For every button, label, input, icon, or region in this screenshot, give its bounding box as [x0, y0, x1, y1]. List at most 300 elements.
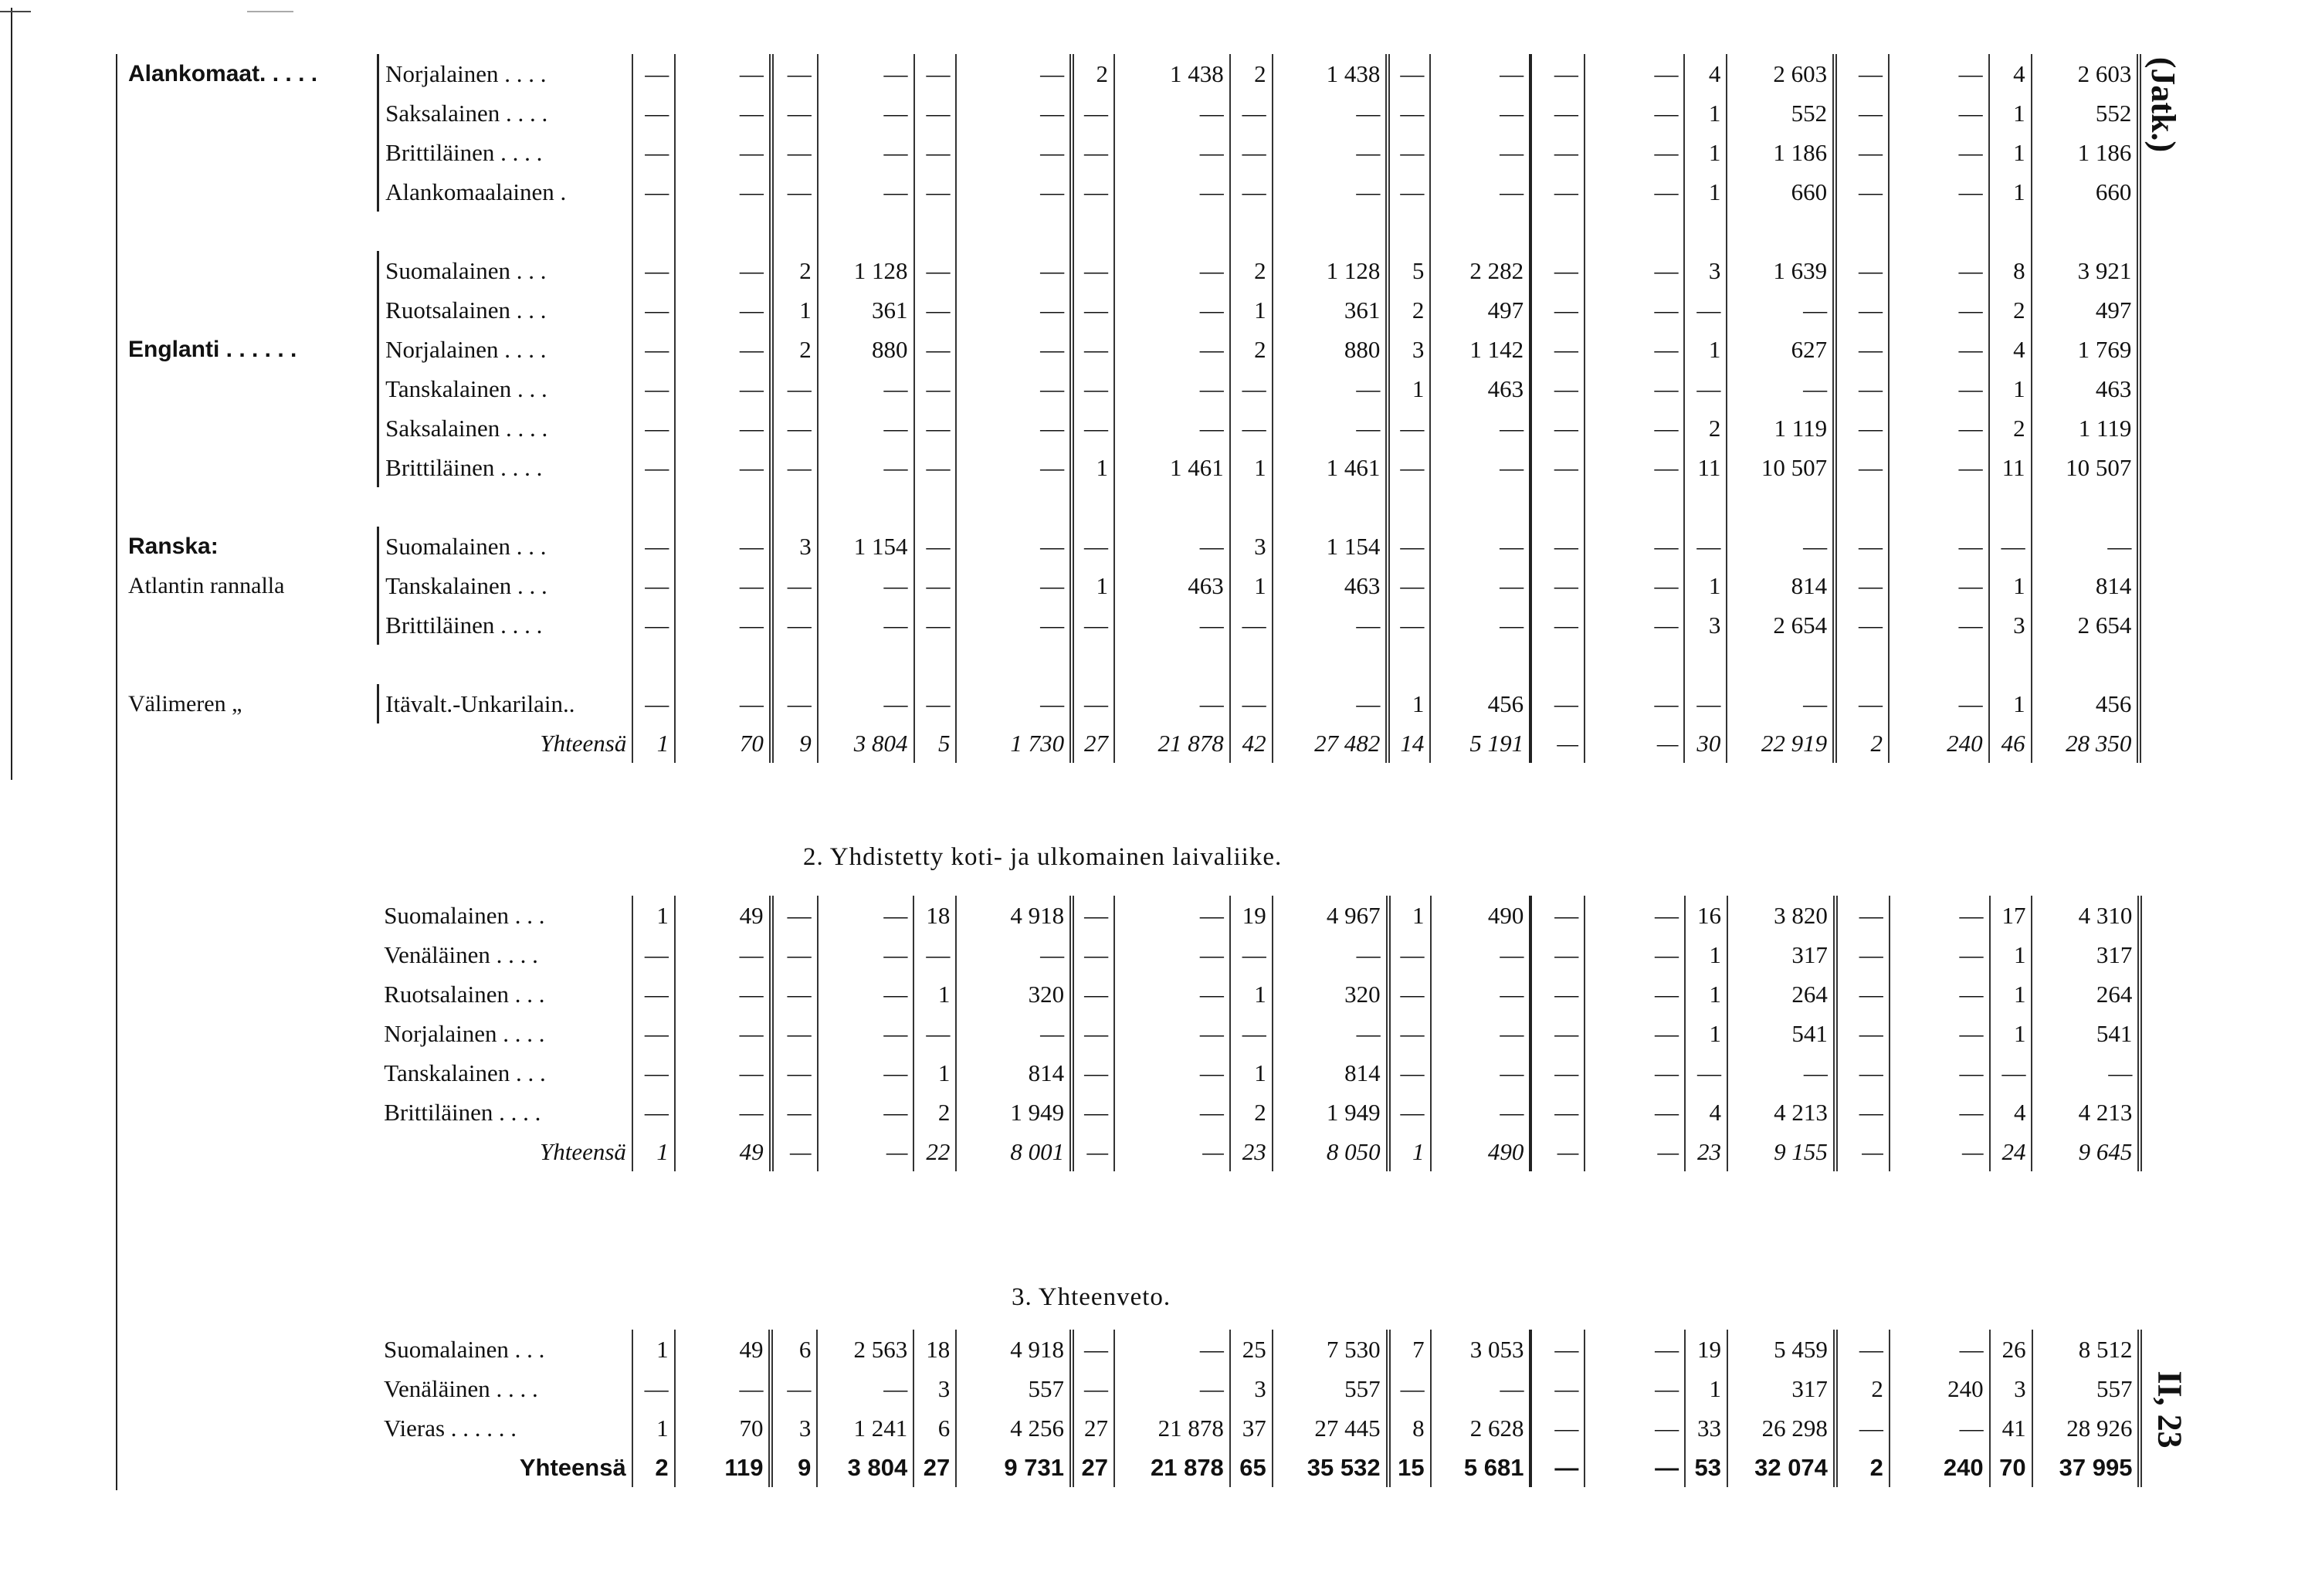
cell-tonnage: 880: [1273, 330, 1388, 369]
cell-count: —: [1072, 684, 1114, 723]
cell-count: —: [1835, 251, 1889, 290]
cell-count: —: [1530, 1330, 1585, 1369]
cell-tonnage: —: [1585, 1369, 1685, 1408]
cell-tonnage: 9 645: [2032, 1132, 2140, 1171]
cell-tonnage: 240: [1889, 723, 1989, 763]
cell-tonnage: —: [1890, 1093, 1990, 1132]
total-row: [124, 723, 2297, 763]
cell-count: 1: [1990, 1014, 2032, 1053]
cell-tonnage: —: [1889, 93, 1989, 133]
row-flag-label: Yhteensä: [378, 1132, 632, 1171]
cell-tonnage: 28 926: [2032, 1408, 2140, 1448]
cell-tonnage: —: [1585, 896, 1685, 935]
row-category: [124, 487, 378, 527]
cell-count: —: [1835, 1330, 1890, 1369]
cell-count: 5: [1388, 251, 1430, 290]
cell-count: 46: [1989, 723, 2032, 763]
cell-tonnage: —: [675, 566, 771, 605]
cell-count: —: [1230, 93, 1273, 133]
row-flag-label: Itävalt.-Unkarilain..: [378, 684, 633, 723]
cell-count: —: [1530, 723, 1585, 763]
cell-count: —: [1835, 448, 1889, 487]
cell-count: —: [632, 1369, 675, 1408]
cell-count: [1684, 487, 1727, 527]
table-row: [124, 1330, 2298, 1369]
cell-tonnage: —: [1585, 605, 1685, 645]
cell-tonnage: 1 461: [1114, 448, 1230, 487]
row-category: [124, 1053, 378, 1093]
cell-count: —: [1530, 684, 1585, 723]
cell-count: 2: [1684, 408, 1727, 448]
cell-tonnage: 880: [818, 330, 914, 369]
cell-tonnage: —: [956, 330, 1072, 369]
cell-tonnage: 660: [2032, 172, 2140, 212]
row-category: Englanti . . . . . .: [128, 337, 297, 362]
cell-count: —: [771, 974, 818, 1014]
cell-count: [1230, 487, 1273, 527]
cell-tonnage: —: [1273, 684, 1388, 723]
cell-count: 1: [1685, 1014, 1727, 1053]
cell-tonnage: 21 878: [1114, 1448, 1230, 1487]
cell-tonnage: 552: [1727, 93, 1835, 133]
cell-count: —: [1530, 935, 1585, 974]
cell-count: [1388, 487, 1430, 527]
cell-count: 1: [632, 723, 675, 763]
cell-tonnage: —: [1585, 448, 1685, 487]
cell-tonnage: 2 563: [817, 1330, 913, 1369]
cell-count: —: [1230, 369, 1273, 408]
cell-count: —: [1230, 935, 1273, 974]
cell-count: —: [1989, 527, 2032, 566]
cell-tonnage: [818, 645, 914, 684]
cell-tonnage: —: [675, 605, 771, 645]
cell-count: —: [1530, 1408, 1585, 1448]
cell-count: 18: [913, 896, 956, 935]
cell-count: 2: [1230, 1093, 1273, 1132]
cell-tonnage: —: [2032, 1053, 2140, 1093]
cell-tonnage: 1 186: [1727, 133, 1835, 172]
cell-count: 2: [1230, 251, 1273, 290]
cell-tonnage: —: [675, 330, 771, 369]
cell-tonnage: 49: [675, 896, 771, 935]
cell-tonnage: —: [1727, 684, 1835, 723]
row-flag-label: Saksalainen . . . .: [378, 93, 633, 133]
cell-count: —: [632, 1053, 675, 1093]
cell-count: 1: [1684, 133, 1727, 172]
cell-count: 11: [1989, 448, 2032, 487]
cell-count: [771, 487, 818, 527]
row-category: [124, 290, 378, 330]
cell-count: —: [1072, 1014, 1114, 1053]
cell-tonnage: 1 639: [1727, 251, 1835, 290]
cell-count: —: [1230, 1014, 1273, 1053]
cell-tonnage: —: [956, 408, 1072, 448]
cell-count: 26: [1990, 1330, 2032, 1369]
cell-count: —: [632, 527, 675, 566]
table-row: [124, 1369, 2298, 1408]
table-summary: [124, 1330, 2298, 1487]
cell-tonnage: 4 213: [1727, 1093, 1835, 1132]
cell-tonnage: [675, 487, 771, 527]
section-3-title: 3. Yhteenveto.: [1012, 1283, 1171, 1311]
row-flag-label: Ruotsalainen . . .: [378, 974, 632, 1014]
cell-count: —: [1530, 330, 1585, 369]
cell-tonnage: —: [1114, 605, 1230, 645]
row-flag-label: Yhteensä: [378, 723, 633, 763]
cell-count: —: [1072, 974, 1114, 1014]
cell-tonnage: 9 731: [956, 1448, 1072, 1487]
cell-tonnage: —: [675, 133, 771, 172]
cell-count: —: [771, 172, 818, 212]
cell-count: —: [632, 1014, 675, 1053]
cell-count: 3: [1230, 1369, 1273, 1408]
table-row: [124, 54, 2297, 93]
table-row: [124, 330, 2297, 369]
cell-tonnage: 7 530: [1273, 1330, 1388, 1369]
cell-count: —: [1388, 974, 1431, 1014]
cell-tonnage: —: [956, 605, 1072, 645]
cell-count: 1: [1990, 974, 2032, 1014]
table-row: [124, 566, 2297, 605]
cell-tonnage: —: [1273, 93, 1388, 133]
cell-tonnage: 32 074: [1727, 1448, 1835, 1487]
cell-count: 1: [1989, 566, 2032, 605]
cell-count: —: [1072, 133, 1114, 172]
section-3: [124, 1330, 2298, 1487]
cell-count: 18: [913, 1330, 956, 1369]
row-category: [124, 1330, 378, 1369]
cell-tonnage: 8 050: [1273, 1132, 1388, 1171]
cell-count: —: [1072, 605, 1114, 645]
cell-count: —: [1388, 935, 1431, 974]
cell-tonnage: —: [956, 93, 1072, 133]
cell-count: 2: [632, 1448, 675, 1487]
row-category: [124, 935, 378, 974]
cell-count: 4: [1685, 1093, 1727, 1132]
cell-count: —: [1530, 1093, 1585, 1132]
cell-tonnage: 1 438: [1114, 54, 1230, 93]
cell-tonnage: —: [675, 172, 771, 212]
cell-count: —: [632, 684, 675, 723]
cell-tonnage: —: [1585, 93, 1685, 133]
total-row: [124, 1448, 2298, 1487]
cell-tonnage: [1585, 487, 1685, 527]
cell-count: [1989, 212, 2032, 251]
cell-tonnage: 463: [2032, 369, 2140, 408]
cell-tonnage: [1889, 212, 1989, 251]
cell-count: 1: [632, 1330, 675, 1369]
cell-tonnage: —: [1114, 133, 1230, 172]
cell-tonnage: —: [1890, 1014, 1990, 1053]
section-2-title: 2. Yhdistetty koti- ja ulkomainen laivaliike.: [803, 843, 1283, 871]
cell-count: —: [1835, 133, 1889, 172]
cell-count: [1388, 645, 1430, 684]
cell-count: 23: [1230, 1132, 1273, 1171]
cell-tonnage: —: [817, 1369, 913, 1408]
cell-tonnage: 10 507: [1727, 448, 1835, 487]
cell-count: 16: [1685, 896, 1727, 935]
cell-tonnage: —: [1585, 1408, 1685, 1448]
cell-tonnage: —: [1585, 1330, 1685, 1369]
row-category: [124, 172, 378, 212]
row-flag-label: [378, 645, 633, 684]
cell-tonnage: 21 878: [1114, 723, 1230, 763]
cell-count: 30: [1684, 723, 1727, 763]
table-row: [124, 448, 2297, 487]
table-row: [124, 1408, 2298, 1448]
cell-tonnage: 1 186: [2032, 133, 2140, 172]
cell-count: —: [913, 1014, 956, 1053]
cell-count: —: [632, 330, 675, 369]
cell-count: [1230, 212, 1273, 251]
cell-tonnage: [1114, 212, 1230, 251]
cell-count: —: [1530, 251, 1585, 290]
side-label-bottom: II, 23: [2151, 1371, 2189, 1449]
cell-tonnage: —: [818, 684, 914, 723]
cell-count: —: [914, 527, 957, 566]
cell-count: 11: [1684, 448, 1727, 487]
cell-tonnage: 814: [2032, 566, 2140, 605]
cell-count: —: [1835, 527, 1889, 566]
cell-tonnage: 1 241: [817, 1408, 913, 1448]
cell-tonnage: 557: [2032, 1369, 2140, 1408]
cell-count: 1: [632, 896, 675, 935]
table-row: [124, 1093, 2298, 1132]
cell-count: —: [1388, 1014, 1431, 1053]
cell-count: [1989, 487, 2032, 527]
row-category: [124, 645, 378, 684]
cell-count: —: [632, 133, 675, 172]
cell-count: —: [914, 93, 957, 133]
cell-tonnage: —: [1430, 133, 1530, 172]
cell-tonnage: 21 878: [1114, 1408, 1230, 1448]
cell-count: 1: [1989, 93, 2032, 133]
cell-tonnage: 320: [956, 974, 1072, 1014]
row-category: [124, 605, 378, 645]
cell-tonnage: [1273, 645, 1388, 684]
cell-count: 19: [1230, 896, 1273, 935]
cell-tonnage: —: [1889, 172, 1989, 212]
cell-tonnage: —: [1890, 896, 1990, 935]
cell-count: 1: [1684, 566, 1727, 605]
cell-tonnage: 5 459: [1727, 1330, 1835, 1369]
table-row: [124, 133, 2297, 172]
cell-tonnage: 3 820: [1727, 896, 1835, 935]
row-flag-label: Norjalainen . . . .: [378, 330, 633, 369]
cell-count: 17: [1990, 896, 2032, 935]
cell-tonnage: —: [1430, 54, 1530, 93]
cell-tonnage: 8 001: [956, 1132, 1072, 1171]
cell-count: 7: [1388, 1330, 1431, 1369]
cell-tonnage: —: [956, 448, 1072, 487]
cell-tonnage: 2 603: [2032, 54, 2140, 93]
cell-tonnage: —: [1114, 1132, 1230, 1171]
cell-tonnage: 497: [1430, 290, 1530, 330]
cell-count: —: [1388, 1093, 1431, 1132]
table-row: [124, 974, 2298, 1014]
row-category: [124, 251, 378, 290]
cell-tonnage: —: [1727, 290, 1835, 330]
cell-tonnage: —: [956, 133, 1072, 172]
cell-tonnage: [1585, 212, 1685, 251]
cell-tonnage: —: [956, 172, 1072, 212]
cell-count: 1: [1230, 290, 1273, 330]
cell-tonnage: —: [1430, 448, 1530, 487]
row-category: [124, 1369, 378, 1408]
cell-count: 42: [1230, 723, 1273, 763]
cell-count: [1684, 645, 1727, 684]
cell-count: 1: [1989, 172, 2032, 212]
section-1: [124, 54, 2298, 763]
cell-count: —: [771, 93, 818, 133]
cell-count: 4: [1989, 330, 2032, 369]
row-flag-label: Tanskalainen . . .: [378, 369, 633, 408]
cell-count: 1: [1230, 1053, 1273, 1093]
cell-tonnage: —: [1585, 723, 1685, 763]
cell-tonnage: —: [818, 974, 914, 1014]
cell-tonnage: —: [1430, 93, 1530, 133]
table-row: [124, 527, 2297, 566]
cell-count: —: [1388, 408, 1430, 448]
cell-tonnage: —: [1114, 974, 1230, 1014]
cell-count: —: [913, 935, 956, 974]
cell-count: —: [1388, 54, 1430, 93]
cell-count: [1835, 212, 1889, 251]
cell-count: —: [1835, 974, 1890, 1014]
cell-count: 65: [1230, 1448, 1273, 1487]
cell-tonnage: —: [1889, 251, 1989, 290]
cell-tonnage: —: [1114, 1053, 1230, 1093]
row-flag-label: Venäläinen . . . .: [378, 935, 632, 974]
cell-tonnage: —: [1273, 408, 1388, 448]
cell-count: [632, 212, 675, 251]
cell-count: —: [1072, 1132, 1114, 1171]
cell-tonnage: 361: [1273, 290, 1388, 330]
cell-tonnage: 4 213: [2032, 1093, 2140, 1132]
cell-count: [1072, 487, 1114, 527]
cell-count: [914, 645, 957, 684]
cell-tonnage: [956, 487, 1072, 527]
cell-tonnage: —: [1114, 896, 1230, 935]
cell-count: —: [771, 1014, 818, 1053]
cell-tonnage: —: [1273, 605, 1388, 645]
cell-tonnage: 1 438: [1273, 54, 1388, 93]
cell-count: 4: [1684, 54, 1727, 93]
row-category: [124, 212, 378, 251]
cell-count: —: [1388, 93, 1430, 133]
row-flag-label: Tanskalainen . . .: [378, 1053, 632, 1093]
row-flag-label: Norjalainen . . . .: [378, 1014, 632, 1053]
cell-count: 23: [1685, 1132, 1727, 1171]
cell-count: —: [1388, 605, 1430, 645]
cell-tonnage: 463: [1430, 369, 1530, 408]
cell-count: 2: [1835, 1369, 1890, 1408]
cell-count: [1835, 645, 1889, 684]
cell-tonnage: [1585, 645, 1685, 684]
cell-tonnage: —: [675, 93, 771, 133]
cell-count: —: [1230, 605, 1273, 645]
cell-count: —: [1072, 290, 1114, 330]
cell-count: —: [1072, 93, 1114, 133]
cell-tonnage: —: [1585, 935, 1685, 974]
row-flag-label: Brittiläinen . . . .: [378, 605, 633, 645]
cell-count: 1: [1230, 974, 1273, 1014]
row-flag-label: Suomalainen . . .: [378, 527, 633, 566]
cell-tonnage: —: [675, 1053, 771, 1093]
cell-tonnage: —: [1889, 408, 1989, 448]
cell-tonnage: 1 730: [956, 723, 1072, 763]
cell-tonnage: —: [1585, 172, 1685, 212]
row-category: [124, 1408, 378, 1448]
cell-count: —: [632, 1093, 675, 1132]
cell-tonnage: 1 154: [1273, 527, 1388, 566]
cell-count: —: [1835, 1132, 1890, 1171]
cell-tonnage: —: [1431, 1369, 1531, 1408]
cell-tonnage: 490: [1431, 896, 1531, 935]
cell-tonnage: [2032, 487, 2140, 527]
cell-count: 2: [1230, 330, 1273, 369]
cell-tonnage: 4 967: [1273, 896, 1388, 935]
cell-count: —: [1072, 330, 1114, 369]
cell-count: —: [1530, 1053, 1585, 1093]
cell-count: —: [632, 408, 675, 448]
table-row: [124, 605, 2297, 645]
cell-count: —: [771, 133, 818, 172]
margin-line: [116, 54, 117, 1490]
cell-tonnage: 240: [1890, 1369, 1990, 1408]
row-flag-label: Venäläinen . . . .: [378, 1369, 632, 1408]
cell-count: 2: [1989, 290, 2032, 330]
cell-tonnage: [818, 487, 914, 527]
cell-tonnage: —: [1889, 605, 1989, 645]
cell-tonnage: —: [1114, 330, 1230, 369]
cell-tonnage: [2032, 212, 2140, 251]
cell-tonnage: 70: [675, 723, 771, 763]
cell-tonnage: —: [1585, 1014, 1685, 1053]
cell-tonnage: [675, 212, 771, 251]
cell-count: —: [632, 93, 675, 133]
cell-count: 8: [1989, 251, 2032, 290]
cell-tonnage: —: [675, 1369, 771, 1408]
row-category: [124, 448, 378, 487]
row-flag-label: Tanskalainen . . .: [378, 566, 633, 605]
row-flag-label: Brittiläinen . . . .: [378, 448, 633, 487]
cell-count: —: [1835, 1408, 1890, 1448]
cell-tonnage: —: [1114, 172, 1230, 212]
cell-tonnage: 541: [2032, 1014, 2140, 1053]
cell-count: —: [1685, 1053, 1727, 1093]
cell-count: —: [1072, 935, 1114, 974]
cell-tonnage: [1727, 487, 1835, 527]
cell-count: —: [1388, 566, 1430, 605]
cell-tonnage: —: [956, 527, 1072, 566]
cell-count: —: [771, 566, 818, 605]
cell-count: 2: [1388, 290, 1430, 330]
cell-count: —: [771, 1053, 818, 1093]
cell-tonnage: —: [1889, 330, 1989, 369]
cell-tonnage: —: [818, 172, 914, 212]
cell-count: —: [914, 566, 957, 605]
cell-tonnage: —: [1585, 369, 1685, 408]
cell-count: 33: [1685, 1408, 1727, 1448]
cell-tonnage: —: [1114, 1093, 1230, 1132]
cell-tonnage: [2032, 645, 2140, 684]
cell-tonnage: —: [818, 896, 914, 935]
cell-count: 2: [1835, 723, 1889, 763]
cell-count: —: [632, 369, 675, 408]
cell-count: [632, 487, 675, 527]
cell-count: —: [914, 54, 957, 93]
